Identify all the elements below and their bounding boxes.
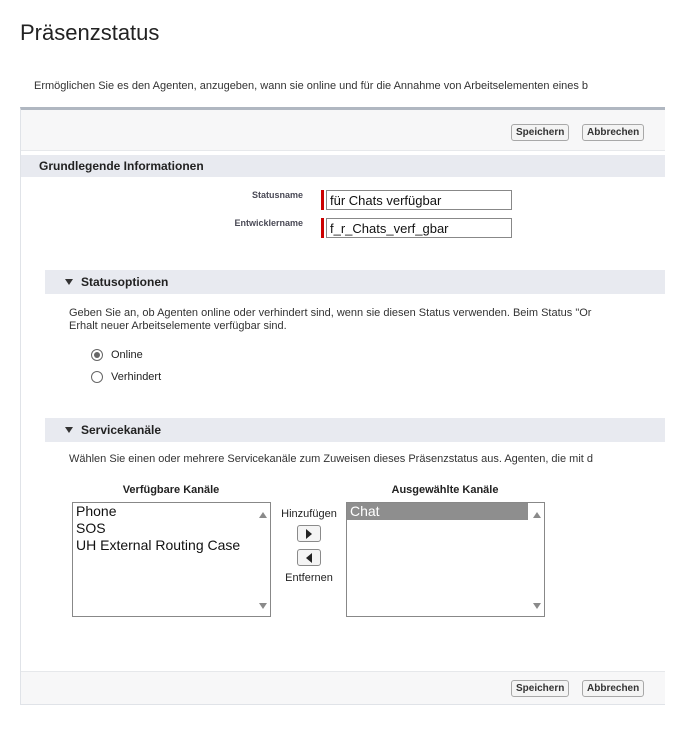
- scroll-up-icon[interactable]: [533, 512, 541, 518]
- list-option[interactable]: UH External Routing Case: [76, 537, 241, 553]
- save-button-bottom[interactable]: Speichern: [511, 680, 569, 697]
- arrow-right-icon: [306, 529, 312, 539]
- form-panel: [20, 107, 665, 705]
- scroll-down-icon[interactable]: [259, 603, 267, 609]
- required-marker: [321, 218, 324, 238]
- scroll-up-icon[interactable]: [259, 512, 267, 518]
- add-button[interactable]: [297, 525, 321, 542]
- cancel-button-top[interactable]: Abbrechen: [582, 124, 644, 141]
- service-channels-title: Servicekanäle: [81, 423, 162, 437]
- radio-online[interactable]: [91, 347, 143, 363]
- scroll-down-icon[interactable]: [533, 603, 541, 609]
- collapse-triangle-icon[interactable]: [65, 427, 73, 433]
- save-button-top[interactable]: Speichern: [511, 124, 569, 141]
- top-button-bar: [21, 110, 665, 151]
- remove-label: Entfernen: [285, 572, 333, 584]
- list-option[interactable]: Phone: [76, 503, 117, 519]
- radio-away-label: Verhindert: [111, 371, 162, 383]
- remove-button[interactable]: [297, 549, 321, 566]
- arrow-left-icon: [306, 553, 312, 563]
- radio-online-label: Online: [111, 349, 143, 361]
- status-options-title: Statusoptionen: [81, 275, 169, 289]
- status-options-header[interactable]: [45, 270, 665, 294]
- service-channels-help: Wählen Sie einen oder mehrere Servicekanäle zum Zuweisen dieses Präsenzstatus aus. Agenten, die mit d: [69, 453, 594, 465]
- developer-name-label: Entwicklername: [234, 218, 303, 228]
- radio-online-circle-icon[interactable]: [91, 349, 103, 361]
- list-option-selected[interactable]: Chat: [347, 503, 528, 520]
- radio-away-circle-icon[interactable]: [91, 371, 103, 383]
- status-name-label: Statusname: [251, 190, 303, 200]
- list-option[interactable]: SOS: [76, 520, 106, 536]
- basic-info-header: Grundlegende Informationen: [21, 155, 665, 177]
- status-options-help-line2: Erhalt neuer Arbeitselemente verfügbar sind.: [69, 320, 287, 332]
- cancel-button-bottom[interactable]: Abbrechen: [582, 680, 644, 697]
- bottom-button-bar: [21, 671, 665, 704]
- add-label: Hinzufügen: [281, 508, 337, 520]
- collapse-triangle-icon[interactable]: [65, 279, 73, 285]
- available-channels-label: Verfügbare Kanäle: [122, 484, 220, 496]
- service-channels-header[interactable]: [45, 418, 665, 442]
- required-marker: [321, 190, 324, 210]
- page-description: Ermöglichen Sie es den Agenten, anzugeben, wann sie online und für die Annahme von Arbeitselementen eines b: [34, 80, 589, 92]
- developer-name-input[interactable]: [326, 218, 512, 238]
- radio-away[interactable]: [91, 369, 161, 385]
- page-title: Präsenzstatus: [20, 20, 160, 45]
- status-name-input[interactable]: [326, 190, 512, 210]
- status-options-help-line1: Geben Sie an, ob Agenten online oder verhindert sind, wenn sie diesen Status verwenden. Beim Status "Or: [69, 307, 592, 319]
- selected-channels-label: Ausgewählte Kanäle: [391, 484, 499, 496]
- available-channels-list[interactable]: [72, 502, 271, 617]
- selected-channels-list[interactable]: [346, 502, 545, 617]
